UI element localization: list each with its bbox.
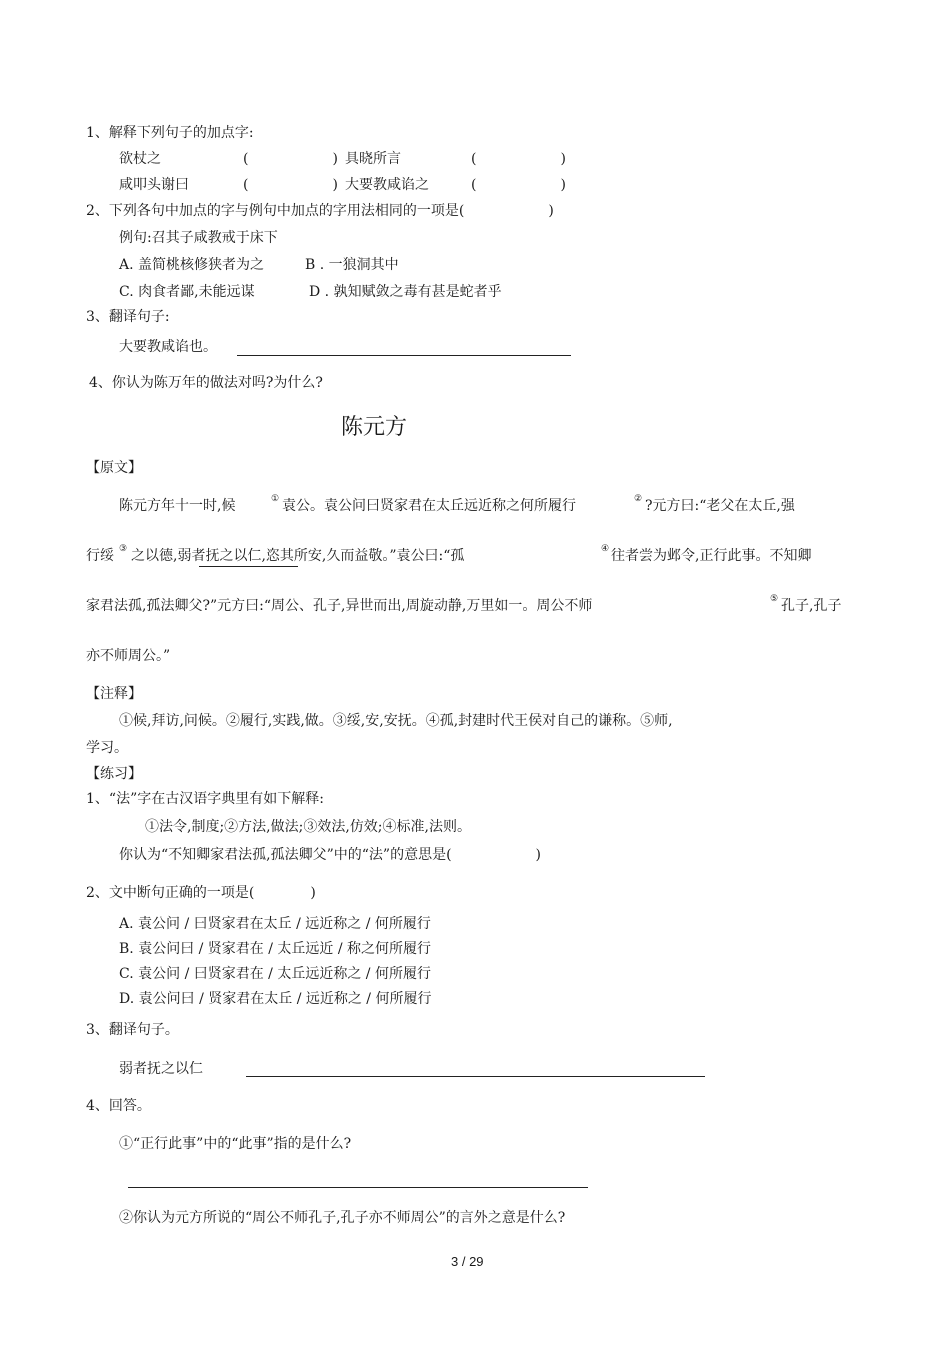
underline-rouzhe [199, 566, 298, 567]
original-text-label: 【原文】 [86, 460, 142, 476]
q3-heading: 3、翻译句子: [86, 309, 170, 325]
q1-item-4: 大要教咸谄之 [345, 177, 429, 193]
e2-option-c: C. 袁公问 / 曰贤家君在 / 太丘远近称之 / 何所履行 [119, 966, 431, 982]
notes-line-2: 学习。 [86, 740, 128, 756]
e3-sentence: 弱者抚之以仁 [119, 1061, 203, 1077]
e2-heading: 2、文中断句正确的一项是( ) [86, 885, 316, 901]
e4-subquestion-1: ①“正行此事”中的“此事”指的是什么? [119, 1136, 352, 1152]
e3-heading: 3、翻译句子。 [86, 1022, 179, 1038]
e1-heading: 1、“法”字在古汉语字典里有如下解释: [86, 791, 324, 807]
q2-option-b: B . 一狼洞其中 [305, 257, 399, 273]
original-line-1b: 袁公。袁公问曰贤家君在太丘远近称之何所履行 [282, 498, 576, 514]
original-line-3a: 家君法孤,孤法卿父?”元方曰:“周公、孔子,异世而出,周旋动静,万里如一。周公不师 [86, 598, 593, 614]
q2-option-d: D . 孰知赋敛之毒有甚是蛇者乎 [309, 284, 502, 300]
note-marker-5: ⑤ [770, 594, 779, 604]
notes-label: 【注释】 [86, 686, 142, 702]
q2-example: 例句:召其子咸教戒于床下 [119, 230, 278, 246]
original-line-1c: ?元方曰:“老父在太丘,强 [645, 498, 795, 514]
e4-heading: 4、回答。 [86, 1098, 151, 1114]
e2-option-a: A. 袁公问 / 曰贤家君在太丘 / 远近称之 / 何所履行 [119, 916, 431, 932]
q3-sentence: 大要教咸谄也。 [119, 339, 217, 355]
e4-answer-line-1 [128, 1187, 588, 1188]
q2-heading: 2、下列各句中加点的字与例句中加点的字用法相同的一项是( ) [86, 203, 554, 219]
original-line-2c: 往者尝为邺令,正行此事。不知卿 [611, 548, 812, 564]
q1-answer-paren-2: ( ) [471, 151, 566, 167]
q1-answer-paren-3: ( ) [243, 177, 338, 193]
e1-definitions: ①法令,制度;②方法,做法;③效法,仿效;④标准,法则。 [145, 819, 471, 835]
note-marker-2: ② [634, 494, 643, 504]
e1-question: 你认为“不知卿家君法孤,孤法卿父”中的“法”的意思是( ) [119, 847, 542, 863]
original-line-3b: 孔子,孔子 [781, 598, 842, 614]
e2-option-b: B. 袁公问曰 / 贤家君在 / 太丘远近 / 称之何所履行 [119, 941, 432, 957]
q2-option-a: A. 盖简桃核修狭者为之 [119, 257, 265, 273]
q1-answer-paren-1: ( ) [243, 151, 338, 167]
note-marker-3: ③ [119, 544, 128, 554]
q3-answer-line [237, 355, 571, 356]
e2-option-d: D. 袁公问曰 / 贤家君在太丘 / 远近称之 / 何所履行 [119, 991, 432, 1007]
note-marker-4: ④ [601, 544, 610, 554]
note-marker-1: ① [271, 494, 280, 504]
q4-heading: 4、你认为陈万年的做法对吗?为什么? [89, 375, 323, 391]
q1-item-2: 具晓所言 [345, 151, 401, 167]
notes-line-1: ①候,拜访,问候。②履行,实践,做。③绥,安,安抚。④孤,封建时代王侯对自己的谦称。⑤师, [119, 713, 673, 729]
original-line-2a: 行绥 [86, 548, 114, 564]
original-line-4: 亦不师周公。” [86, 648, 171, 664]
original-line-1a: 陈元方年十一时,候 [119, 498, 236, 514]
q1-item-3: 咸叩头谢曰 [119, 177, 189, 193]
q1-heading: 1、解释下列句子的加点字: [86, 125, 254, 141]
q1-answer-paren-4: ( ) [471, 177, 566, 193]
q1-item-1: 欲杖之 [119, 151, 161, 167]
exercise-label: 【练习】 [86, 766, 142, 782]
e3-answer-line [246, 1076, 705, 1077]
article-title: 陈元方 [341, 415, 408, 440]
page-number: 3 / 29 [451, 1254, 484, 1269]
e4-subquestion-2: ②你认为元方所说的“周公不师孔子,孔子亦不师周公”的言外之意是什么? [119, 1210, 566, 1226]
original-line-2b: 之以德,弱者抚之以仁,恣其所安,久而益敬。”袁公曰:“孤 [131, 548, 465, 564]
q2-option-c: C. 肉食者鄙,未能远谋 [119, 284, 255, 300]
